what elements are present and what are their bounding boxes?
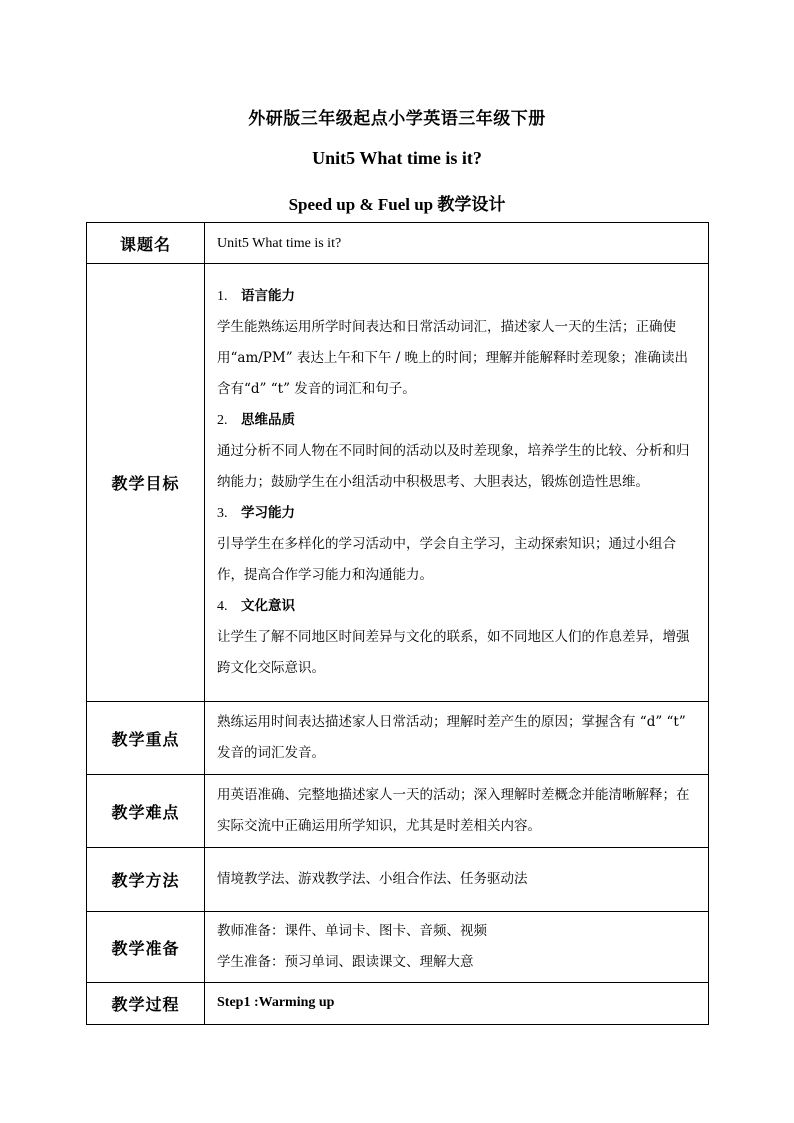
- objective-heading: [217, 498, 698, 529]
- objective-text: 通过分析不同人物在不同时间的活动以及时差现象，培养学生的比较、分析和归纳能力；鼓励学生在小组活动中积极思考、大胆表达，锻炼创造性思维。: [217, 443, 690, 490]
- objective-num: 3.: [217, 506, 228, 521]
- objective-text: 学生能熟练运用所学时间表达和日常活动词汇，描述家人一天的生活；正确使用“am/PM” 表达上午和下午 / 晚上的时间；理解并能解释时差现象；准确读出含有“d” “t” 发音的词汇和句子。: [217, 319, 689, 397]
- objective-title: 学习能力: [241, 505, 295, 521]
- lesson-plan-table: [86, 222, 709, 1025]
- topic-text: Unit5 What time is it?: [217, 235, 342, 251]
- objective-num: 4.: [217, 599, 228, 614]
- objective-num: 1.: [217, 289, 228, 304]
- row-topic: [87, 223, 709, 264]
- doc-unit-title: Unit5 What time is it?: [312, 148, 482, 168]
- row-difficulties: [87, 775, 709, 848]
- objective-heading: [217, 405, 698, 436]
- row-key-points: [87, 702, 709, 775]
- label-key-points: 教学重点: [87, 702, 205, 775]
- row-objectives: [87, 264, 709, 702]
- objective-num: 2.: [217, 413, 228, 428]
- label-objectives: 教学目标: [87, 264, 205, 702]
- label-methods: 教学方法: [87, 848, 205, 912]
- objective-text: 让学生了解不同地区时间差异与文化的联系，如不同地区人们的作息差异，增强跨文化交际意识。: [217, 629, 690, 676]
- objective-heading: [217, 281, 698, 312]
- value-difficulties: 用英语准确、完整地描述家人一天的活动；深入理解时差概念并能清晰解释；在实际交流中正确运用所学知识，尤其是时差相关内容。: [205, 775, 709, 848]
- label-difficulties: 教学难点: [87, 775, 205, 848]
- objective-title: 语言能力: [241, 288, 295, 304]
- value-objectives: [205, 264, 709, 702]
- value-topic: [205, 223, 709, 264]
- row-process: [87, 983, 709, 1025]
- value-preparation: [205, 912, 709, 983]
- doc-title: 外研版三年级起点小学英语三年级下册: [248, 109, 546, 129]
- objective-title: 思维品质: [241, 412, 295, 428]
- objective-title: 文化意识: [241, 598, 295, 614]
- value-key-points: 熟练运用时间表达描述家人日常活动；理解时差产生的原因；掌握含有 “d” “t” 发音的词汇发音。: [205, 702, 709, 775]
- objective-text: 引导学生在多样化的学习活动中，学会自主学习，主动探索知识；通过小组合作，提高合作学习能力和沟通能力。: [217, 536, 676, 583]
- prep-student: 学生准备：预习单词、跟读课文、理解大意: [217, 954, 474, 970]
- prep-teacher: 教师准备：课件、单词卡、图卡、音频、视频: [217, 923, 487, 939]
- label-process: 教学过程: [87, 983, 205, 1025]
- objective-heading: [217, 591, 698, 622]
- label-preparation: 教学准备: [87, 912, 205, 983]
- doc-subtitle: Speed up & Fuel up 教学设计: [288, 195, 506, 214]
- row-preparation: [87, 912, 709, 983]
- row-methods: [87, 848, 709, 912]
- value-process: [205, 983, 709, 1025]
- label-topic: 课题名: [87, 223, 205, 264]
- value-methods: 情境教学法、游戏教学法、小组合作法、任务驱动法: [205, 848, 709, 912]
- process-step: Step1 :Warming up: [217, 995, 335, 1010]
